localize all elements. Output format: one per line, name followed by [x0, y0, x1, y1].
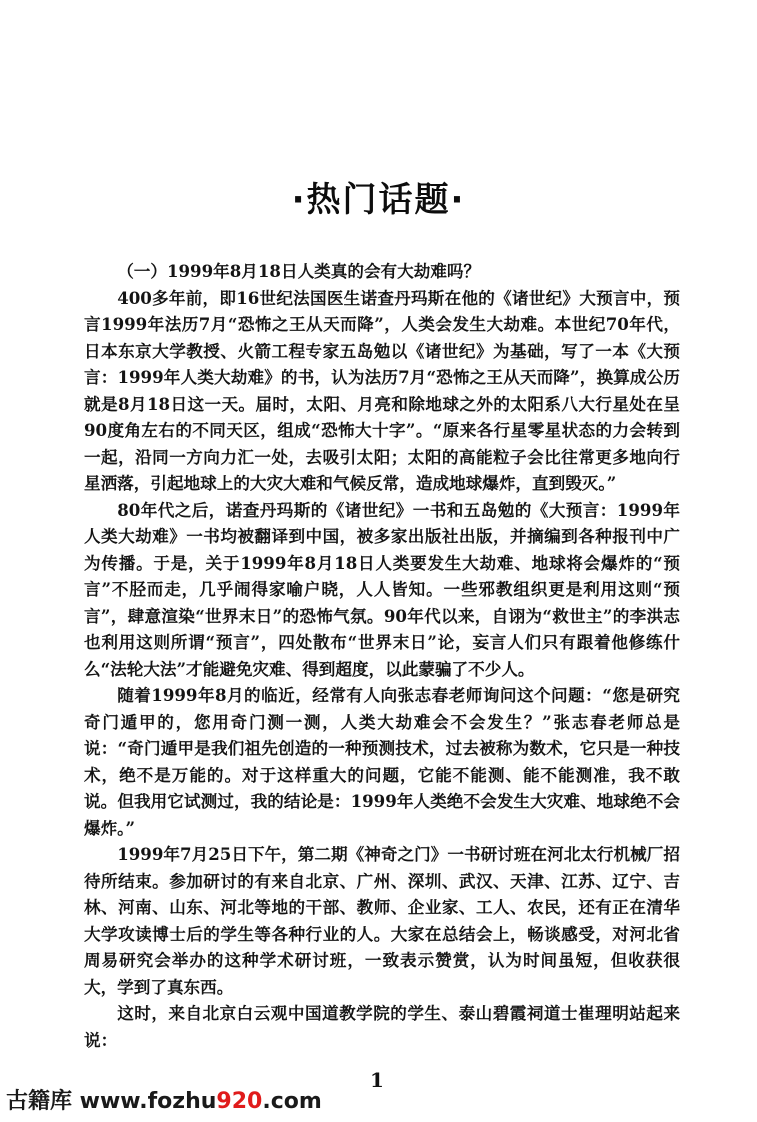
page-number: 1 [370, 1068, 384, 1092]
watermark-prefix: 古籍库 www.fozhu [6, 1089, 217, 1114]
paragraph-4: 1999年7月25日下午，第二期《神奇之门》一书研讨班在河北太行机械厂招待所结束。参加研讨的有来自北京、广州、深圳、武汉、天津、江苏、辽宁、吉林、河南、山东、河北等地的干部、教师、企业家、工人、农民，还有正在清华大学攻读博士后的学生等各种行业的人。大家在总结会上，畅谈感受，对河北省周易研究会举办的这种学术研讨班，一致表示赞赏，认为时间虽短，但收获很大，学到了真东西。 [84, 844, 680, 997]
watermark-suffix: .com [262, 1089, 322, 1114]
section-heading: （一）1999年8月18日人类真的会有大劫难吗？ [117, 261, 481, 281]
watermark-accent: 920 [216, 1089, 263, 1114]
paragraph-3: 随着1999年8月的临近，经常有人向张志春老师询问这个问题：“您是研究奇门遁甲的，您用奇门测一测，人类大劫难会不会发生？”张志春老师总是说：“奇门遁甲是我们祖先创造的一种预测技术，过去被称为数术，它只是一种技术，绝不是万能的。对于这样重大的问题，它能不能测、能不能测准，我不敢说。但我用它试测过，我的结论是：1999年人类绝不会发生大灾难、地球绝不会爆炸。” [84, 685, 680, 838]
paragraph-1: 400多年前，即16世纪法国医生诺查丹玛斯在他的《诸世纪》大预言中，预言1999年法历7月“恐怖之王从天而降”，人类会发生大劫难。本世纪70年代，日本东京大学教授、火箭工程专家五岛勉以《诸世纪》为基础，写了一本《大预言：1999年人类大劫难》的书，认为法历7月“恐怖之王从天而降”，换算成公历就是8月18日这一天。届时，太阳、月亮和除地球之外的太阳系八大行星处在呈90度角左右的不同天区，组成“恐怖大十字”。“原来各行星零星状态的力会转到一起，沿同一方向力汇一处，去吸引太阳；太阳的高能粒子会比往常更多地向行星洒落，引起地球上的大灾大难和气候反常，造成地球爆炸，直到毁灭。” [84, 287, 680, 493]
watermark [6, 1084, 322, 1115]
paragraph-5: 这时，来自北京白云观中国道教学院的学生、泰山碧霞祠道士崔理明站起来说： [84, 1003, 680, 1050]
paragraph-2: 80年代之后，诺查丹玛斯的《诸世纪》一书和五岛勉的《大预言：1999年人类大劫难》一书均被翻译到中国，被多家出版社出版，并摘编到各种报刊中广为传播。于是，关于1999年8月18日人类要发生大劫难、地球将会爆炸的“预言”不胫而走，几乎闹得家喻户晓，人人皆知。一些邪教组织更是利用这则“预言”，肆意渲染“世界末日”的恐怖气氛。90年代以来，自诩为“救世主”的李洪志也利用这则所谓“预言”，四处散布“世界末日”论，妄言人们只有跟着他修练什么“法轮大法”才能避免灾难、得到超度，以此蒙骗了不少人。 [84, 499, 680, 679]
body-text [84, 258, 680, 1053]
page-title: ·热门话题· [291, 180, 466, 220]
